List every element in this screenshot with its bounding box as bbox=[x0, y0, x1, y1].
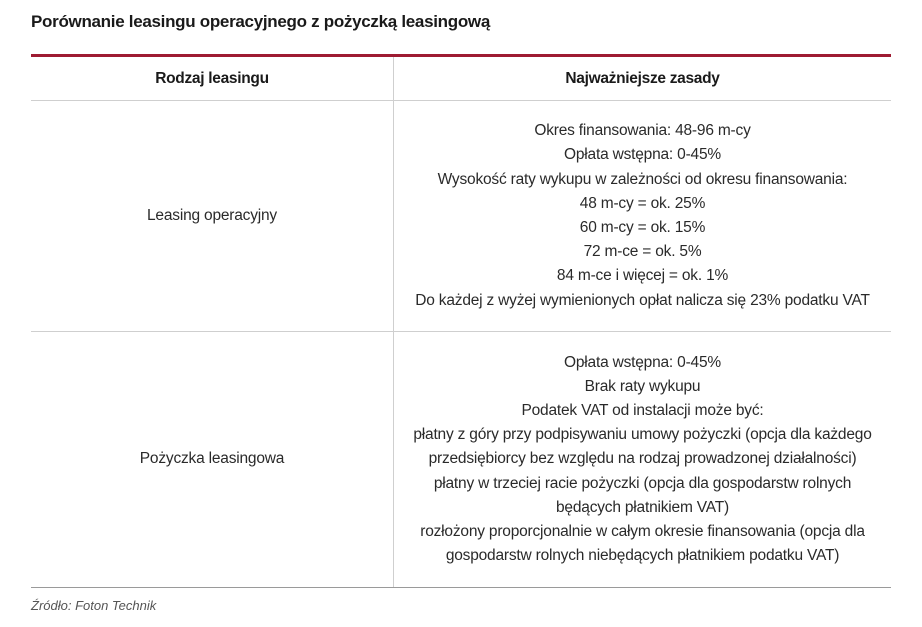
table-header-row bbox=[31, 57, 891, 101]
rule-line: 48 m-cy = ok. 25% bbox=[579, 194, 706, 212]
rule-line: Opłata wstępna: 0-45% bbox=[564, 146, 721, 164]
rules-cell bbox=[394, 101, 892, 332]
rule-line: płatny w trzeciej racie pożyczki (opcja dla gospodarstw rolnych będących płatnikiem VAT) bbox=[433, 474, 852, 516]
page-title: Porównanie leasingu operacyjnego z pożyczką leasingową bbox=[31, 12, 490, 31]
rule-line: Okres finansowania: 48-96 m-cy bbox=[534, 122, 751, 140]
rules-cell bbox=[394, 332, 892, 588]
rule-line: rozłożony proporcjonalnie w całym okresie finansowania (opcja dla gospodarstw rolnych niebędących płatnikiem podatku VAT) bbox=[420, 523, 865, 565]
rule-line: Do każdej z wyżej wymienionych opłat nalicza się 23% podatku VAT bbox=[415, 291, 870, 309]
source-note: Źródło: Foton Technik bbox=[31, 598, 157, 613]
rule-line: Podatek VAT od instalacji może być: bbox=[521, 401, 764, 419]
table-row bbox=[31, 332, 891, 588]
rule-line: Wysokość raty wykupu w zależności od okresu finansowania: bbox=[437, 170, 848, 188]
rule-line: Opłata wstępna: 0-45% bbox=[564, 353, 721, 371]
header-leasing-type: Rodzaj leasingu bbox=[31, 57, 394, 101]
rule-line: 60 m-cy = ok. 15% bbox=[579, 219, 706, 236]
table-row bbox=[31, 101, 891, 332]
leasing-type-cell: Pożyczka leasingowa bbox=[31, 332, 394, 588]
leasing-type-cell: Leasing operacyjny bbox=[31, 101, 394, 332]
rule-line: 72 m-ce = ok. 5% bbox=[583, 243, 702, 261]
rule-line: płatny z góry przy podpisywaniu umowy pożyczki (opcja dla każdego przedsiębiorcy bez względu na rodzaj prowadzonej działalności) bbox=[413, 426, 872, 468]
rules-list bbox=[403, 119, 883, 313]
rule-line: Brak raty wykupu bbox=[584, 377, 701, 395]
header-key-rules: Najważniejsze zasady bbox=[394, 57, 892, 101]
comparison-table bbox=[31, 57, 891, 588]
rule-line: 84 m-ce i więcej = ok. 1% bbox=[556, 267, 729, 285]
rules-list bbox=[403, 351, 883, 569]
